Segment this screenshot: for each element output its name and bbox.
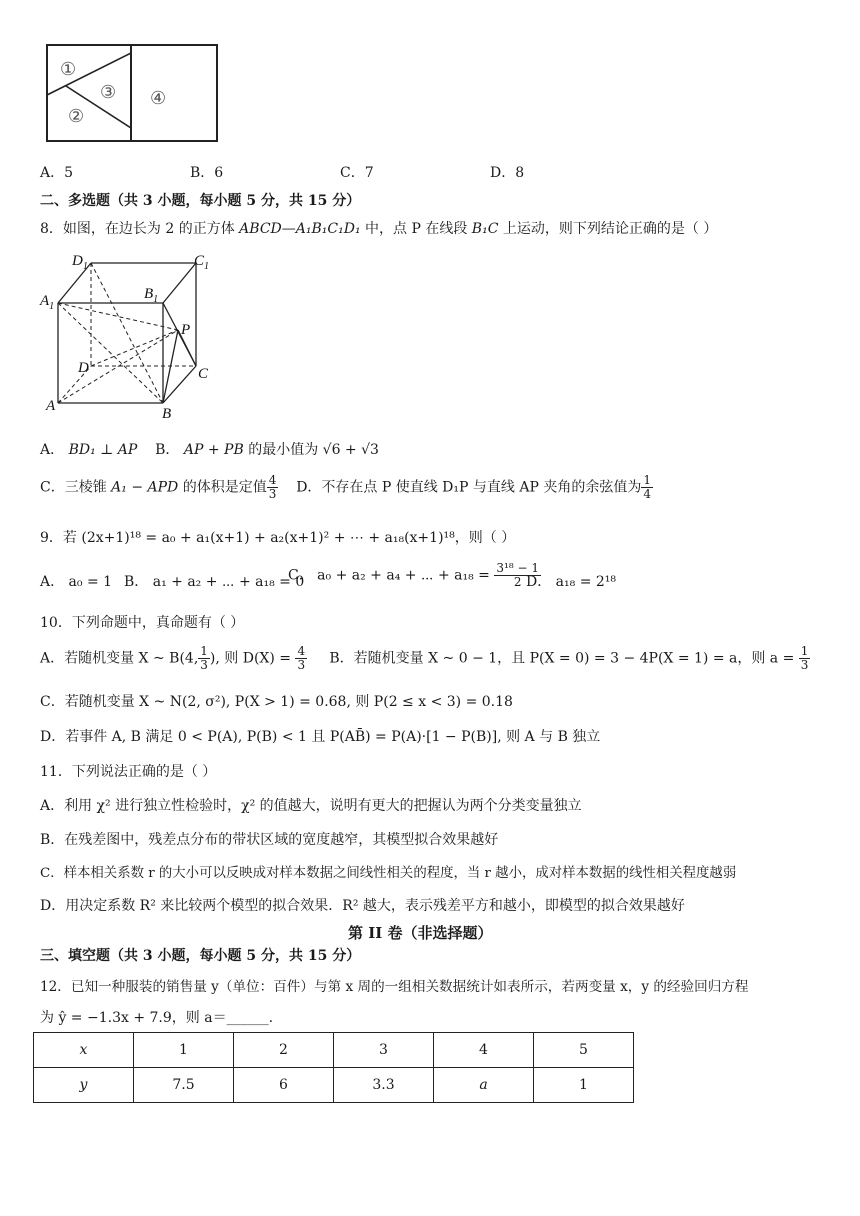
q11-option-b: B．在残差图中，残差点分布的带状区域的宽度越窄，其模型拟合效果越好 <box>40 832 499 848</box>
q7-option-d: D．8 <box>490 165 525 181</box>
table-cell: x <box>34 1033 134 1068</box>
table-cell: 1 <box>534 1068 634 1103</box>
q11-option-d: D．用决定系数 R² 来比较两个模型的拟合效果．R² 越大，表示残差平方和越小，即模型的拟合效果越好 <box>40 898 685 914</box>
q10-stem: 10．下列命题中，真命题有（ ） <box>40 615 245 631</box>
label-a: A <box>46 398 56 414</box>
q9-stem: 9．若 (2x+1)¹⁸ = a₀ + a₁(x+1) + a₂(x+1)² + ⋯ + a₁₈(x+1)¹⁸，则（ ） <box>40 530 516 546</box>
q12-data-table <box>33 1032 634 1103</box>
q9-option-a: A． a₀ = 1 <box>40 574 113 590</box>
label-c1: $C_1$ <box>194 253 210 272</box>
q10-option-c: C．若随机变量 X ~ N(2, σ²), P(X > 1) = 0.68, 则 P(2 ≤ x < 3) = 0.18 <box>40 694 513 710</box>
table-cell: 1 <box>134 1033 234 1068</box>
q9-option-d: D． a₁₈ = 2¹⁸ <box>526 574 617 590</box>
q8-cube-figure <box>36 248 226 420</box>
table-cell: 7.5 <box>134 1068 234 1103</box>
label-b: B <box>162 406 172 420</box>
q10-option-d: D．若事件 A, B 满足 0 < P(A), P(B) < 1 且 P(AB̄) = P(A)·[1 − P(B)], 则 A 与 B 独立 <box>40 729 601 745</box>
section-3-heading: 三、填空题（共 3 小题，每小题 5 分，共 15 分） <box>40 948 361 964</box>
table-cell: 5 <box>534 1033 634 1068</box>
q7-option-b: B．6 <box>190 165 224 181</box>
table-cell: 4 <box>434 1033 534 1068</box>
label-b1: $B_1$ <box>144 286 159 305</box>
label-d1: $D_1$ <box>72 253 88 272</box>
region-1-label: ① <box>60 59 77 79</box>
table-cell: 6 <box>234 1068 334 1103</box>
table-cell: y <box>34 1068 134 1103</box>
q10-options-ab: A．若随机变量 X ~ B(4, $\frac{1}{3}$ ), 则 D(X) = $\frac{4}{3}$ B．若随机变量 X ~ 0 − 1，且 P(X = 0) = 3 − 4P(X = 1) = a，则 a = $\frac{1}{3}$ <box>40 644 809 672</box>
table-row <box>34 1068 634 1103</box>
region-2-label: ② <box>68 106 85 126</box>
label-a1: $A_1$ <box>40 293 55 312</box>
region-3-label: ③ <box>100 82 117 102</box>
section-2-heading: 二、多选题（共 3 小题，每小题 5 分，共 15 分） <box>40 193 361 209</box>
q12-stem-line1: 12．已知一种服装的销售量 y（单位：百件）与第 x 周的一组相关数据统计如表所示，若两变量 x，y 的经验回归方程 <box>40 979 749 995</box>
q11-option-a: A．利用 χ² 进行独立性检验时，χ² 的值越大，说明有更大的把握认为两个分类变量独立 <box>40 798 582 814</box>
table-cell: 3.3 <box>334 1068 434 1103</box>
table-row <box>34 1033 634 1068</box>
label-d: D <box>78 360 89 376</box>
q7-region-figure <box>40 40 220 146</box>
q11-stem: 11．下列说法正确的是（ ） <box>40 764 217 780</box>
q11-option-c: C．样本相关系数 r 的大小可以反映成对样本数据之间线性相关的程度，当 r 越小，成对样本数据的线性相关程度越弱 <box>40 866 737 881</box>
volume-2-title: 第 II 卷（非选择题） <box>348 924 493 942</box>
region-4-label: ④ <box>150 88 167 108</box>
q9-option-c: C． a₀ + a₂ + a₄ + ⋯ + a₁₈ = $\frac{\text{3¹⁸ − 1}}{2}$ <box>288 561 539 589</box>
q7-option-a: A．5 <box>40 165 74 181</box>
q12-stem-line2: 为 ŷ = −1.3x + 7.9，则 a＝______. <box>40 1010 274 1026</box>
q9-option-b: B． a₁ + a₂ + ⋯ + a₁₈ = 0 <box>124 574 305 590</box>
table-cell: 3 <box>334 1033 434 1068</box>
label-c: C <box>198 366 209 382</box>
label-p: P <box>181 322 191 338</box>
table-cell: a <box>434 1068 534 1103</box>
q8-options-cd: C．三棱锥 A₁ − APD 的体积是定值 $\frac{4}{3}$ D．不存在点 P 使直线 D₁P 与直线 AP 夹角的余弦值为 $\frac{1}{4}$ <box>40 473 651 501</box>
table-cell: 2 <box>234 1033 334 1068</box>
q7-option-c: C．7 <box>340 165 374 181</box>
q8-options-ab: A． BD₁ ⊥ AP B． AP + PB 的最小值为 √6 + √3 <box>40 442 379 458</box>
q8-stem: 8．如图，在边长为 2 的正方体 ABCD—A₁B₁C₁D₁ 中，点 P 在线段 B₁C 上运动，则下列结论正确的是（ ） <box>40 221 718 237</box>
